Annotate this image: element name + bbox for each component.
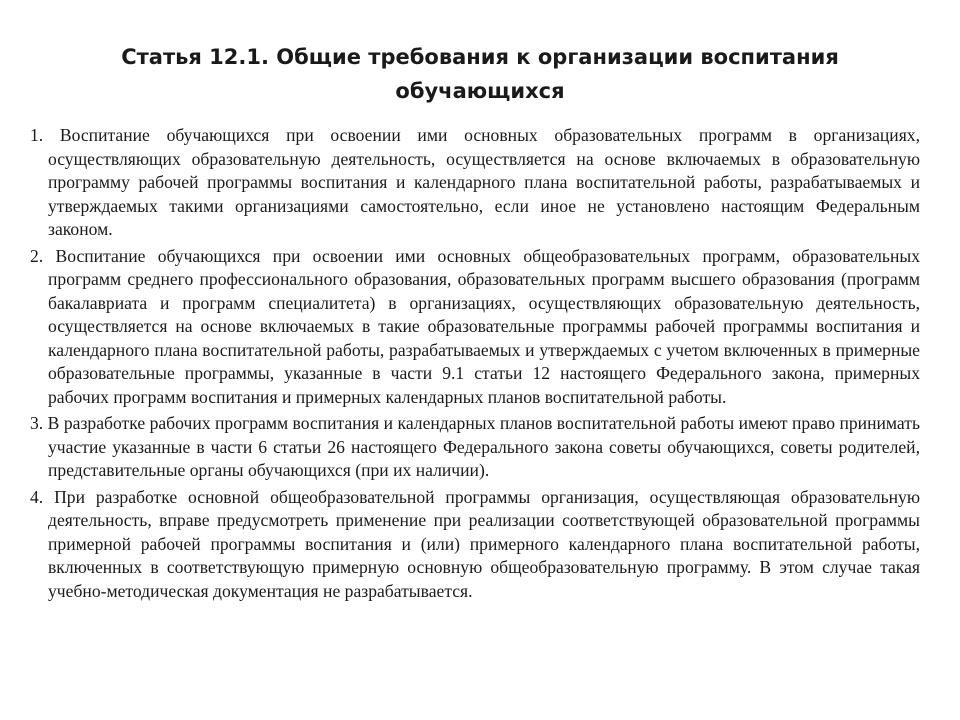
paragraph-text: Воспитание обучающихся при освоении ими основных образовательных программ в организациях, осуществляющих образовательную деятельность, осуществляется на основе включаемых в образовательную программу рабочей программы воспитания и календарного плана воспитательной работы, разрабатываемых и утверждаемых такими организациями самостоятельно, если иное не установлено настоящим Федеральным законом. — [48, 125, 920, 239]
article-body — [30, 124, 920, 606]
paragraph-text: При разработке основной общеобразовательной программы организация, осуществляющая образовательную деятельность, вправе предусмотреть применение при реализации соответствующей образовательной программы примерной рабочей программы воспитания и (или) примерного календарного плана воспитательной работы, включенных в соответствующую примерную основную общеобразовательную программу. В этом случае такая учебно-методическая документация не разрабатывается. — [48, 486, 920, 601]
paragraph-2 — [30, 245, 920, 410]
paragraph-number: 1. — [30, 125, 44, 145]
slide-title: Статья 12.1. Общие требования к организации воспитания обучающихся — [121, 45, 839, 103]
paragraph-3 — [30, 412, 920, 483]
paragraph-number: 3. — [30, 413, 44, 433]
paragraph-number: 2. — [30, 245, 44, 266]
paragraph-text: Воспитание обучающихся при освоении ими основных общеобразовательных программ, образовательных программ среднего профессионального образования, образовательных программ высшего образования (программ бакалавриата и программ специалитета) в организациях, осуществляющих образовательную деятельность, осуществляется на основе включаемых в такие образовательные программы рабочей программы воспитания и календарного плана воспитательной работы, разрабатываемых и утверждаемых с учетом включенных в примерные образовательные программы, указанные в части 9.1 статьи 12 настоящего Федерального закона, примерных рабочих программ воспитания и примерных календарных планов воспитательной работы. — [48, 245, 920, 407]
paragraph-number: 4. — [30, 486, 44, 507]
paragraph-1 — [30, 124, 920, 242]
paragraph-text: В разработке рабочих программ воспитания и календарных планов воспитательной работы имеют право принимать участие указанные в части 6 статьи 26 настоящего Федерального закона советы обучающихся, советы родителей, представительные органы обучающихся (при их наличии). — [47, 413, 920, 480]
paragraph-4 — [30, 486, 920, 604]
